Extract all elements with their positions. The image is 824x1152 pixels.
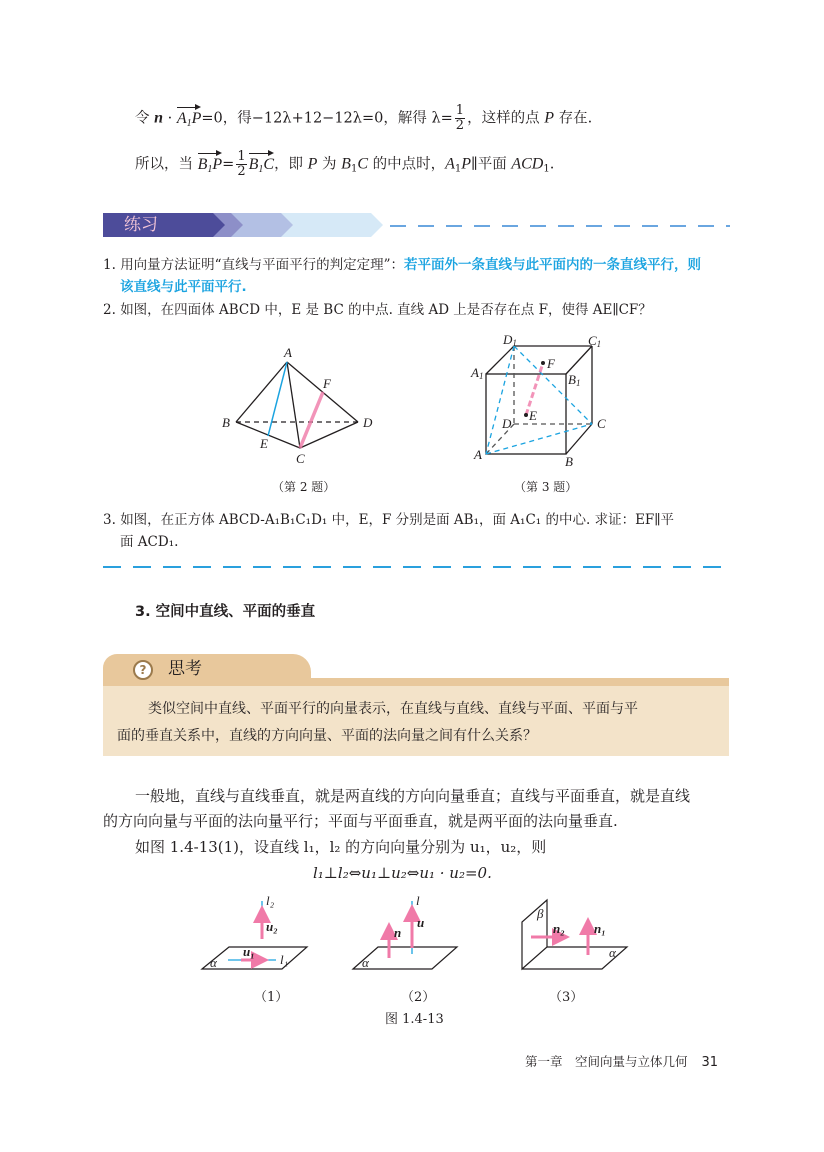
question-number: 2. bbox=[103, 302, 116, 318]
text: P bbox=[307, 155, 318, 173]
text: P bbox=[212, 155, 223, 173]
vertex-label: C bbox=[597, 416, 606, 431]
text: = bbox=[222, 156, 235, 173]
label: n bbox=[394, 925, 402, 940]
subfigure-caption: （2） bbox=[401, 990, 436, 1005]
think-line-1: 类似空间中直线、平面平行的向量表示，在直线与直线、直线与平面、平面与平 bbox=[148, 701, 638, 717]
text: B bbox=[197, 155, 208, 173]
vertex-label: D1 bbox=[503, 332, 517, 348]
text: ，这样的点 bbox=[467, 110, 545, 127]
text: P bbox=[191, 109, 202, 127]
question-number: 1. bbox=[103, 257, 116, 273]
chapter-title: 第一章 空间向量与立体几何 bbox=[525, 1054, 688, 1069]
vertex-label: A1 bbox=[471, 365, 484, 381]
question-number: 3. bbox=[103, 512, 116, 528]
text: ，即 bbox=[274, 156, 308, 173]
vertex-label: A bbox=[284, 345, 292, 360]
text: 1 bbox=[350, 163, 358, 175]
formula: l₁⊥l₂⇔u₁⊥u₂⇔u₁ · u₂=0. bbox=[313, 864, 492, 882]
numerator: 1 bbox=[237, 149, 246, 164]
text: B bbox=[341, 155, 351, 173]
label: n₁ bbox=[594, 921, 606, 936]
text: 的中点时， bbox=[368, 156, 446, 173]
question-1-continued: 该直线与此平面平行. bbox=[120, 279, 247, 295]
figure-caption: （第 2 题） bbox=[272, 480, 336, 494]
label: α bbox=[609, 945, 616, 960]
think-box bbox=[103, 654, 729, 756]
label: l₁ bbox=[280, 952, 289, 967]
numerator: 1 bbox=[455, 103, 465, 118]
vertex-label: B bbox=[222, 415, 230, 430]
text: 1 bbox=[258, 163, 264, 175]
text: 1 bbox=[454, 163, 462, 175]
text: · bbox=[163, 110, 177, 127]
denominator: 2 bbox=[237, 164, 246, 179]
question-text: 用向量方法证明“直线与平面平行的判定定理”： bbox=[120, 257, 404, 273]
text: 所以，当 bbox=[135, 156, 198, 173]
label: l bbox=[416, 893, 420, 908]
label: u bbox=[417, 915, 425, 930]
text: ACD bbox=[511, 155, 544, 173]
question-text: 如图，在正方体 ABCD-A₁B₁C₁D₁ 中，E，F 分别是面 AB₁，面 A₁C₁ 的中心. 求证：EF∥平 bbox=[120, 512, 675, 528]
text: P bbox=[461, 155, 472, 173]
vertex-label: A bbox=[474, 447, 482, 462]
text: 为 bbox=[317, 156, 342, 173]
text: 1 bbox=[186, 117, 192, 129]
label: n₂ bbox=[553, 921, 565, 936]
text: 令 bbox=[135, 110, 150, 127]
text: . bbox=[549, 156, 555, 173]
think-strip bbox=[103, 678, 729, 686]
paragraph-line: 一般地，直线与直线垂直，就是两直线的方向向量垂直；直线与平面垂直，就是直线 bbox=[135, 787, 691, 805]
text: P bbox=[544, 109, 554, 127]
question-icon: ? bbox=[133, 660, 153, 680]
paragraph-line: 的方向向量与平面的法向量平行；平面与平面垂直，就是两平面的法向量垂直. bbox=[103, 812, 618, 830]
vertex-label: B1 bbox=[568, 372, 581, 388]
text: C bbox=[357, 155, 368, 173]
vertex-label: C1 bbox=[588, 333, 602, 349]
label: u₁ bbox=[243, 944, 255, 959]
point-label: F bbox=[547, 356, 555, 371]
tetrahedron-figure bbox=[0, 0, 824, 520]
subfigure-caption: （1） bbox=[254, 990, 289, 1005]
think-line-2: 面的垂直关系中，直线的方向向量、平面的法向量之间有什么关系？ bbox=[117, 728, 537, 744]
exercise-banner-label: 练习 bbox=[124, 215, 158, 235]
text: A bbox=[176, 109, 187, 127]
vertex-label: C bbox=[296, 451, 305, 466]
denominator: 2 bbox=[455, 118, 465, 133]
label: β bbox=[537, 906, 544, 921]
text: B bbox=[248, 155, 259, 173]
dashed-divider bbox=[103, 566, 730, 568]
vertex-label: D bbox=[502, 416, 512, 431]
figure-caption: （第 3 题） bbox=[514, 480, 578, 494]
text: ∥平面 bbox=[471, 156, 512, 173]
subfigure-caption: （3） bbox=[549, 990, 584, 1005]
label: l₂ bbox=[266, 893, 275, 908]
question-3-continued: 面 ACD₁. bbox=[120, 534, 179, 550]
text: 存在. bbox=[553, 110, 593, 127]
text: 1 bbox=[207, 163, 213, 175]
vertex-label: F bbox=[323, 376, 331, 391]
think-title: 思考 bbox=[168, 659, 202, 679]
vector-n: n bbox=[154, 109, 164, 127]
footer bbox=[525, 1052, 718, 1073]
vertex-label: D bbox=[363, 415, 373, 430]
label: α bbox=[362, 955, 369, 970]
text: A bbox=[445, 155, 455, 173]
text: C bbox=[263, 155, 275, 173]
highlight-text: 若平面外一条直线与此平面内的一条直线平行，则 bbox=[404, 257, 701, 273]
question-text: 如图，在四面体 ABCD 中，E 是 BC 的中点. 直线 AD 上是否存在点 F，使得 AE∥CF？ bbox=[120, 302, 652, 318]
text: =0，得−12λ+12−12λ=0，解得 λ= bbox=[201, 110, 453, 127]
paragraph-line: 如图 1.4-13(1)，设直线 l₁，l₂ 的方向向量分别为 u₁，u₂，则 bbox=[135, 838, 547, 856]
vertex-label: E bbox=[260, 436, 268, 451]
section-heading: 3. 空间中直线、平面的垂直 bbox=[135, 604, 316, 620]
label: α bbox=[210, 955, 217, 970]
point-label: E bbox=[529, 408, 537, 423]
page-number: 31 bbox=[701, 1055, 719, 1070]
figure-title: 图 1.4-13 bbox=[385, 1012, 444, 1027]
vertex-label: B bbox=[565, 454, 573, 469]
text: 1 bbox=[543, 163, 550, 175]
label: u₂ bbox=[266, 919, 278, 934]
question-3 bbox=[103, 510, 674, 530]
